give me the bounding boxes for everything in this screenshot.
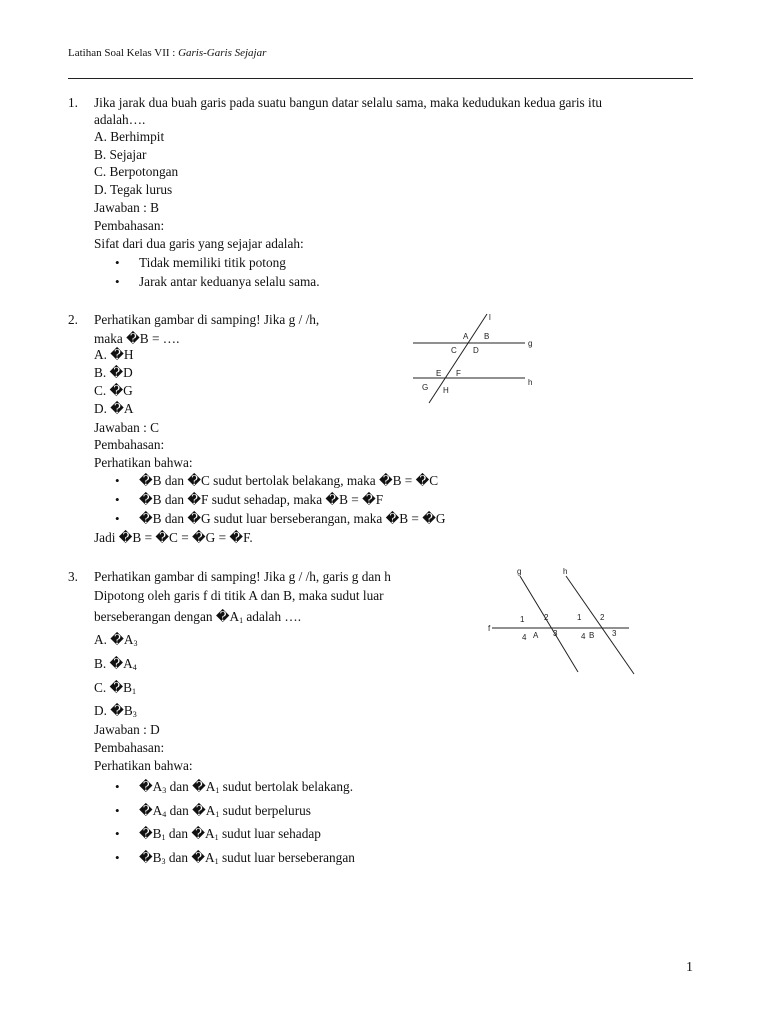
q3-bullet-2 [139,802,311,819]
q3-b2-bs: 1 [215,810,220,819]
q2-number: 2. [68,312,78,327]
q3-option-d-sub: 3 [132,710,137,719]
q1-discussion-label: Pembahasan: [94,218,165,233]
q3-text-line2: Dipotong oleh garis f di titik A dan B, maka sudut luar [94,588,384,603]
q3-b4-post: sudut luar berseberangan [218,850,355,865]
q3-option-c [94,679,136,696]
line-l [429,314,490,403]
q2-bullet-1: �B dan �C sudut bertolak belakang, maka �B = �C [139,473,439,488]
q3-b3-as: 1 [161,833,166,842]
q3-text-line3 [94,608,301,625]
q1-explanation: Sifat dari dua garis yang sejajar adalah: [94,236,304,251]
q3-b4-a: �B [139,850,162,865]
header-divider [68,78,693,79]
bullet-icon: • [115,850,120,865]
q3-b2-post: sudut berpelurus [219,803,311,818]
q3-b1-mid: dan [166,779,193,794]
q3-b3-bs: 1 [214,833,219,842]
q3-b4-as: 3 [161,857,166,866]
q3-b1-bs: 1 [215,786,220,795]
q2-conclusion: Jadi �B = �C = �G = �F. [94,530,253,545]
angle-a3: 3 [553,629,558,638]
line-g [520,576,578,672]
angle-b2: 2 [600,613,605,622]
angle-label-d: D [473,346,479,355]
label-l: l [489,313,491,322]
q3-b2-as: 4 [162,810,167,819]
bullet-icon: • [115,511,120,526]
q2-explanation: Perhatikan bahwa: [94,455,193,470]
page-number: 1 [686,960,693,975]
q1-answer: Jawaban : B [94,200,159,215]
label-g: g [528,339,533,348]
q3-line3-post: adalah …. [243,609,302,624]
line-h [566,576,634,674]
label-h: h [563,567,568,576]
bullet-icon: • [115,274,120,289]
q3-b2-b: �A [192,803,216,818]
bullet-icon: • [115,492,120,507]
q3-transversal-figure [484,562,644,680]
q2-option-a: A. �H [94,347,134,362]
q3-option-c-sub: 1 [132,687,137,696]
q1-option-d: D. Tegak lurus [94,182,173,197]
angle-b3: 3 [612,629,617,638]
q3-option-d [94,702,137,719]
q2-text-line2: maka �B = …. [94,331,180,346]
q3-bullet-3 [139,825,321,842]
q3-b2-a: �A [139,803,163,818]
q2-discussion-label: Pembahasan: [94,437,165,452]
q2-option-d: D. �A [94,401,134,416]
q3-discussion-label: Pembahasan: [94,740,165,755]
q1-option-b: B. Sejajar [94,147,147,162]
q3-option-a-sub: 3 [133,639,138,648]
angle-b1: 1 [577,613,582,622]
point-b-label: B [589,631,595,640]
q3-option-b-label: B. �A [94,656,133,671]
bullet-icon: • [115,473,120,488]
q3-b1-b: �A [192,779,216,794]
document-header [68,47,266,59]
q3-explanation: Perhatikan bahwa: [94,758,193,773]
header-course: Latihan Soal Kelas VII : [68,47,176,59]
q3-b1-post: sudut bertolak belakang. [219,779,354,794]
q2-text-line1: Perhatikan gambar di samping! Jika g / /h, [94,312,320,327]
label-g: g [517,567,522,576]
bullet-icon: • [115,255,120,270]
q3-answer: Jawaban : D [94,722,160,737]
angle-label-a: A [463,332,469,341]
q3-b3-mid: dan [165,826,192,841]
q1-text-line2: adalah…. [94,112,146,127]
q3-b4-bs: 1 [214,857,219,866]
q1-text-line1: Jika jarak dua buah garis pada suatu bangun datar selalu sama, maka kedudukan kedua garis itu [94,95,603,110]
q3-number: 3. [68,569,78,584]
q3-text-line1: Perhatikan gambar di samping! Jika g / /h, garis g dan h [94,569,391,584]
angle-b4: 4 [581,632,586,641]
angle-label-b: B [484,332,490,341]
angle-a2: 2 [544,613,549,622]
q3-b4-mid: dan [165,850,192,865]
q2-answer: Jawaban : C [94,420,159,435]
header-topic: Garis-Garis Sejajar [178,47,267,59]
angle-a1: 1 [520,615,525,624]
q1-option-c: C. Berpotongan [94,164,179,179]
q3-option-b [94,655,137,672]
q2-bullet-2: �B dan �F sudut sehadap, maka �B = �F [139,492,384,507]
q3-b4-b: �A [191,850,215,865]
point-a-label: A [533,631,539,640]
q3-line3-sub: 1 [239,616,244,625]
angle-label-c: C [451,346,457,355]
angle-label-h: H [443,386,449,395]
angle-label-f: F [456,369,461,378]
q3-b3-post: sudut luar sehadap [218,826,321,841]
q3-option-a-label: A. �A [94,632,134,647]
angle-label-e: E [436,369,442,378]
label-f: f [488,624,491,633]
q1-number: 1. [68,95,78,110]
q3-option-b-sub: 4 [132,663,137,672]
bullet-icon: • [115,779,120,794]
q3-b1-as: 3 [162,786,167,795]
angle-a4: 4 [522,633,527,642]
q2-parallel-lines-figure [405,308,545,408]
bullet-icon: • [115,826,120,841]
q3-bullet-1 [139,778,353,795]
q1-bullet-1: Tidak memiliki titik potong [139,255,286,270]
q1-option-a: A. Berhimpit [94,129,165,144]
q2-bullet-3: �B dan �G sudut luar berseberangan, maka �B = �G [139,511,446,526]
q3-b2-mid: dan [166,803,193,818]
q3-line3-pre: berseberangan dengan �A [94,609,240,624]
q3-option-d-label: D. �B [94,703,133,718]
q3-bullet-4 [139,849,355,866]
angle-label-g: G [422,383,429,392]
q1-bullet-2: Jarak antar keduanya selalu sama. [139,274,320,289]
q2-option-c: C. �G [94,383,133,398]
q3-option-c-label: C. �B [94,680,133,695]
q2-option-b: B. �D [94,365,133,380]
q3-b1-a: �A [139,779,163,794]
q3-b3-a: �B [139,826,162,841]
bullet-icon: • [115,803,120,818]
q3-b3-b: �A [191,826,215,841]
label-h: h [528,378,533,387]
q3-option-a [94,631,138,648]
